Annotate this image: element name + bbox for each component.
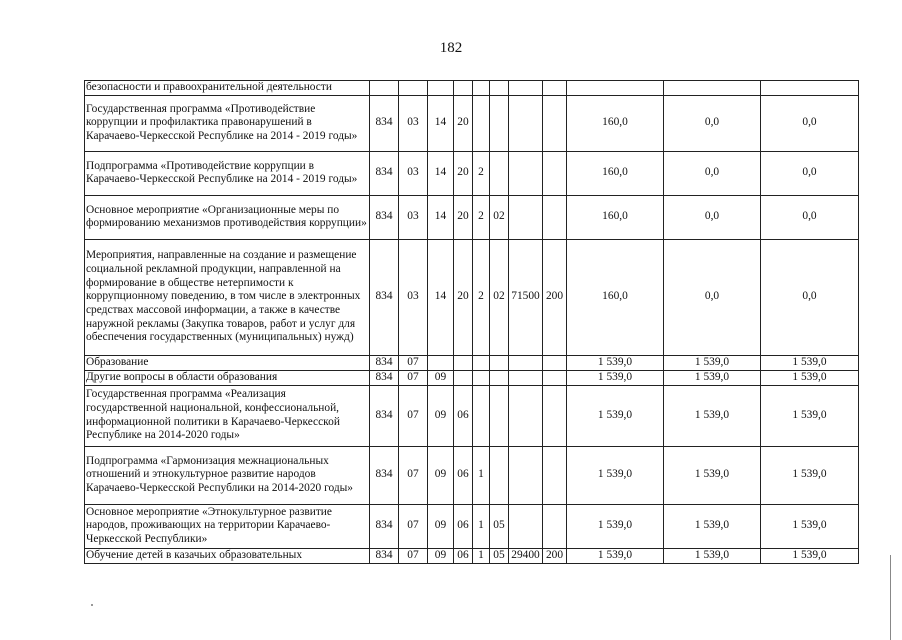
amount-cell-v3: 0,0 xyxy=(761,195,859,239)
amount-cell-v3: 1 539,0 xyxy=(761,355,859,370)
amount-cell-v1: 1 539,0 xyxy=(567,355,664,370)
code-cell-c5 xyxy=(473,355,490,370)
code-cell-c5: 1 xyxy=(473,446,490,504)
code-cell-c5: 1 xyxy=(473,504,490,548)
code-cell-c1: 834 xyxy=(370,95,399,151)
row-name-cell: Государственная программа «Противодействие коррупции и профилактика правонарушений в Карачаево-Черкесской Республике на 2014 - 2019 годы» xyxy=(85,95,370,151)
code-cell-c4 xyxy=(454,370,473,385)
code-cell-c7 xyxy=(509,385,543,446)
code-cell-c2: 03 xyxy=(399,239,428,355)
code-cell-c8 xyxy=(543,370,567,385)
amount-cell-v2: 0,0 xyxy=(664,195,761,239)
code-cell-c8 xyxy=(543,95,567,151)
table-row xyxy=(85,370,859,385)
budget-table xyxy=(84,80,859,564)
table-row xyxy=(85,151,859,195)
code-cell-c1: 834 xyxy=(370,239,399,355)
amount-cell-v2: 1 539,0 xyxy=(664,504,761,548)
code-cell-c3: 09 xyxy=(428,446,454,504)
code-cell-c6 xyxy=(490,355,509,370)
code-cell-c2: 07 xyxy=(399,446,428,504)
code-cell-c8 xyxy=(543,446,567,504)
amount-cell-v2: 1 539,0 xyxy=(664,548,761,563)
code-cell-c4: 20 xyxy=(454,95,473,151)
code-cell-c4: 20 xyxy=(454,195,473,239)
code-cell-c1: 834 xyxy=(370,151,399,195)
code-cell-c3 xyxy=(428,355,454,370)
code-cell-c4 xyxy=(454,355,473,370)
code-cell-c3: 09 xyxy=(428,548,454,563)
amount-cell-v3: 0,0 xyxy=(761,95,859,151)
table-row xyxy=(85,195,859,239)
amount-cell-v3: 1 539,0 xyxy=(761,385,859,446)
code-cell-c3: 14 xyxy=(428,95,454,151)
table-row xyxy=(85,81,859,96)
page-number: 182 xyxy=(439,40,463,56)
code-cell-c7 xyxy=(509,81,543,96)
code-cell-c3: 09 xyxy=(428,370,454,385)
code-cell-c1: 834 xyxy=(370,548,399,563)
code-cell-c5 xyxy=(473,385,490,446)
row-name-cell: Образование xyxy=(85,355,370,370)
code-cell-c2: 07 xyxy=(399,385,428,446)
code-cell-c6: 02 xyxy=(490,195,509,239)
table-row xyxy=(85,355,859,370)
code-cell-c5: 2 xyxy=(473,151,490,195)
code-cell-c7: 29400 xyxy=(509,548,543,563)
code-cell-c4: 06 xyxy=(454,504,473,548)
code-cell-c3: 09 xyxy=(428,385,454,446)
code-cell-c1: 834 xyxy=(370,370,399,385)
amount-cell-v1: 1 539,0 xyxy=(567,370,664,385)
code-cell-c2: 03 xyxy=(399,195,428,239)
code-cell-c5: 1 xyxy=(473,548,490,563)
code-cell-c2: 07 xyxy=(399,548,428,563)
code-cell-c6: 02 xyxy=(490,239,509,355)
row-name-cell: Государственная программа «Реализация государственной национальной, конфессиональной, информационной политики в Карачаево-Черкесской Республике на 2014-2020 годы» xyxy=(85,385,370,446)
amount-cell-v1: 1 539,0 xyxy=(567,548,664,563)
code-cell-c1: 834 xyxy=(370,385,399,446)
table-row xyxy=(85,95,859,151)
code-cell-c7 xyxy=(509,370,543,385)
row-name-cell: Обучение детей в казачьих образовательных xyxy=(85,548,370,563)
amount-cell-v2: 1 539,0 xyxy=(664,355,761,370)
code-cell-c6 xyxy=(490,81,509,96)
table-row xyxy=(85,385,859,446)
amount-cell-v2: 0,0 xyxy=(664,95,761,151)
amount-cell-v3: 1 539,0 xyxy=(761,548,859,563)
code-cell-c4: 20 xyxy=(454,239,473,355)
code-cell-c1: 834 xyxy=(370,195,399,239)
amount-cell-v2: 1 539,0 xyxy=(664,446,761,504)
code-cell-c4: 06 xyxy=(454,548,473,563)
amount-cell-v1 xyxy=(567,81,664,96)
code-cell-c5 xyxy=(473,370,490,385)
amount-cell-v1: 160,0 xyxy=(567,195,664,239)
code-cell-c8 xyxy=(543,81,567,96)
table-row xyxy=(85,239,859,355)
code-cell-c2 xyxy=(399,81,428,96)
code-cell-c6: 05 xyxy=(490,548,509,563)
table-row xyxy=(85,504,859,548)
code-cell-c8: 200 xyxy=(543,239,567,355)
scan-speck xyxy=(91,604,93,606)
row-name-cell: Другие вопросы в области образования xyxy=(85,370,370,385)
amount-cell-v1: 160,0 xyxy=(567,95,664,151)
code-cell-c5: 2 xyxy=(473,239,490,355)
amount-cell-v1: 160,0 xyxy=(567,151,664,195)
code-cell-c8 xyxy=(543,151,567,195)
code-cell-c8: 200 xyxy=(543,548,567,563)
code-cell-c2: 03 xyxy=(399,95,428,151)
code-cell-c3: 09 xyxy=(428,504,454,548)
code-cell-c8 xyxy=(543,355,567,370)
code-cell-c8 xyxy=(543,195,567,239)
code-cell-c6: 05 xyxy=(490,504,509,548)
amount-cell-v3: 1 539,0 xyxy=(761,504,859,548)
code-cell-c8 xyxy=(543,504,567,548)
code-cell-c2: 03 xyxy=(399,151,428,195)
amount-cell-v3: 1 539,0 xyxy=(761,446,859,504)
amount-cell-v3: 0,0 xyxy=(761,239,859,355)
code-cell-c4: 06 xyxy=(454,446,473,504)
code-cell-c3: 14 xyxy=(428,239,454,355)
code-cell-c7: 71500 xyxy=(509,239,543,355)
code-cell-c6 xyxy=(490,151,509,195)
code-cell-c5 xyxy=(473,95,490,151)
amount-cell-v2: 0,0 xyxy=(664,151,761,195)
code-cell-c4: 06 xyxy=(454,385,473,446)
table-row xyxy=(85,548,859,563)
code-cell-c1: 834 xyxy=(370,504,399,548)
amount-cell-v1: 1 539,0 xyxy=(567,446,664,504)
table-row xyxy=(85,446,859,504)
code-cell-c6 xyxy=(490,95,509,151)
code-cell-c2: 07 xyxy=(399,370,428,385)
code-cell-c2: 07 xyxy=(399,504,428,548)
code-cell-c7 xyxy=(509,195,543,239)
code-cell-c7 xyxy=(509,355,543,370)
code-cell-c6 xyxy=(490,370,509,385)
code-cell-c6 xyxy=(490,446,509,504)
row-name-cell: Основное мероприятие «Организационные меры по формированию механизмов противодействия коррупции» xyxy=(85,195,370,239)
amount-cell-v1: 1 539,0 xyxy=(567,385,664,446)
code-cell-c3: 14 xyxy=(428,195,454,239)
amount-cell-v2: 0,0 xyxy=(664,239,761,355)
code-cell-c5 xyxy=(473,81,490,96)
code-cell-c3 xyxy=(428,81,454,96)
row-name-cell: Мероприятия, направленные на создание и размещение социальной рекламной продукции, направленной на формирование в обществе нетерпимости к коррупционному поведению, в том числе в электронных средствах массовой информации, а также в качестве наружной рекламы (Закупка товаров, работ и услуг для обеспечения государственных (муниципальных) нужд) xyxy=(85,239,370,355)
code-cell-c7 xyxy=(509,504,543,548)
code-cell-c5: 2 xyxy=(473,195,490,239)
code-cell-c1: 834 xyxy=(370,355,399,370)
code-cell-c7 xyxy=(509,95,543,151)
row-name-cell: Основное мероприятие «Этнокультурное развитие народов, проживающих на территории Карачаево-Черкесской Республики» xyxy=(85,504,370,548)
code-cell-c2: 07 xyxy=(399,355,428,370)
code-cell-c4: 20 xyxy=(454,151,473,195)
code-cell-c7 xyxy=(509,446,543,504)
amount-cell-v3: 0,0 xyxy=(761,151,859,195)
row-name-cell: Подпрограмма «Противодействие коррупции в Карачаево-Черкесской Республике на 2014 - 2019 годы» xyxy=(85,151,370,195)
code-cell-c6 xyxy=(490,385,509,446)
code-cell-c3: 14 xyxy=(428,151,454,195)
amount-cell-v1: 1 539,0 xyxy=(567,504,664,548)
code-cell-c8 xyxy=(543,385,567,446)
amount-cell-v3: 1 539,0 xyxy=(761,370,859,385)
row-name-cell: Подпрограмма «Гармонизация межнациональных отношений и этнокультурное развитие народов Карачаево-Черкесской Республики на 2014-2020 годы» xyxy=(85,446,370,504)
row-name-cell: безопасности и правоохранительной деятельности xyxy=(85,81,370,96)
page-edge-line xyxy=(890,555,891,640)
amount-cell-v1: 160,0 xyxy=(567,239,664,355)
code-cell-c1: 834 xyxy=(370,446,399,504)
amount-cell-v2: 1 539,0 xyxy=(664,370,761,385)
amount-cell-v2: 1 539,0 xyxy=(664,385,761,446)
code-cell-c7 xyxy=(509,151,543,195)
code-cell-c1 xyxy=(370,81,399,96)
amount-cell-v3 xyxy=(761,81,859,96)
amount-cell-v2 xyxy=(664,81,761,96)
code-cell-c4 xyxy=(454,81,473,96)
